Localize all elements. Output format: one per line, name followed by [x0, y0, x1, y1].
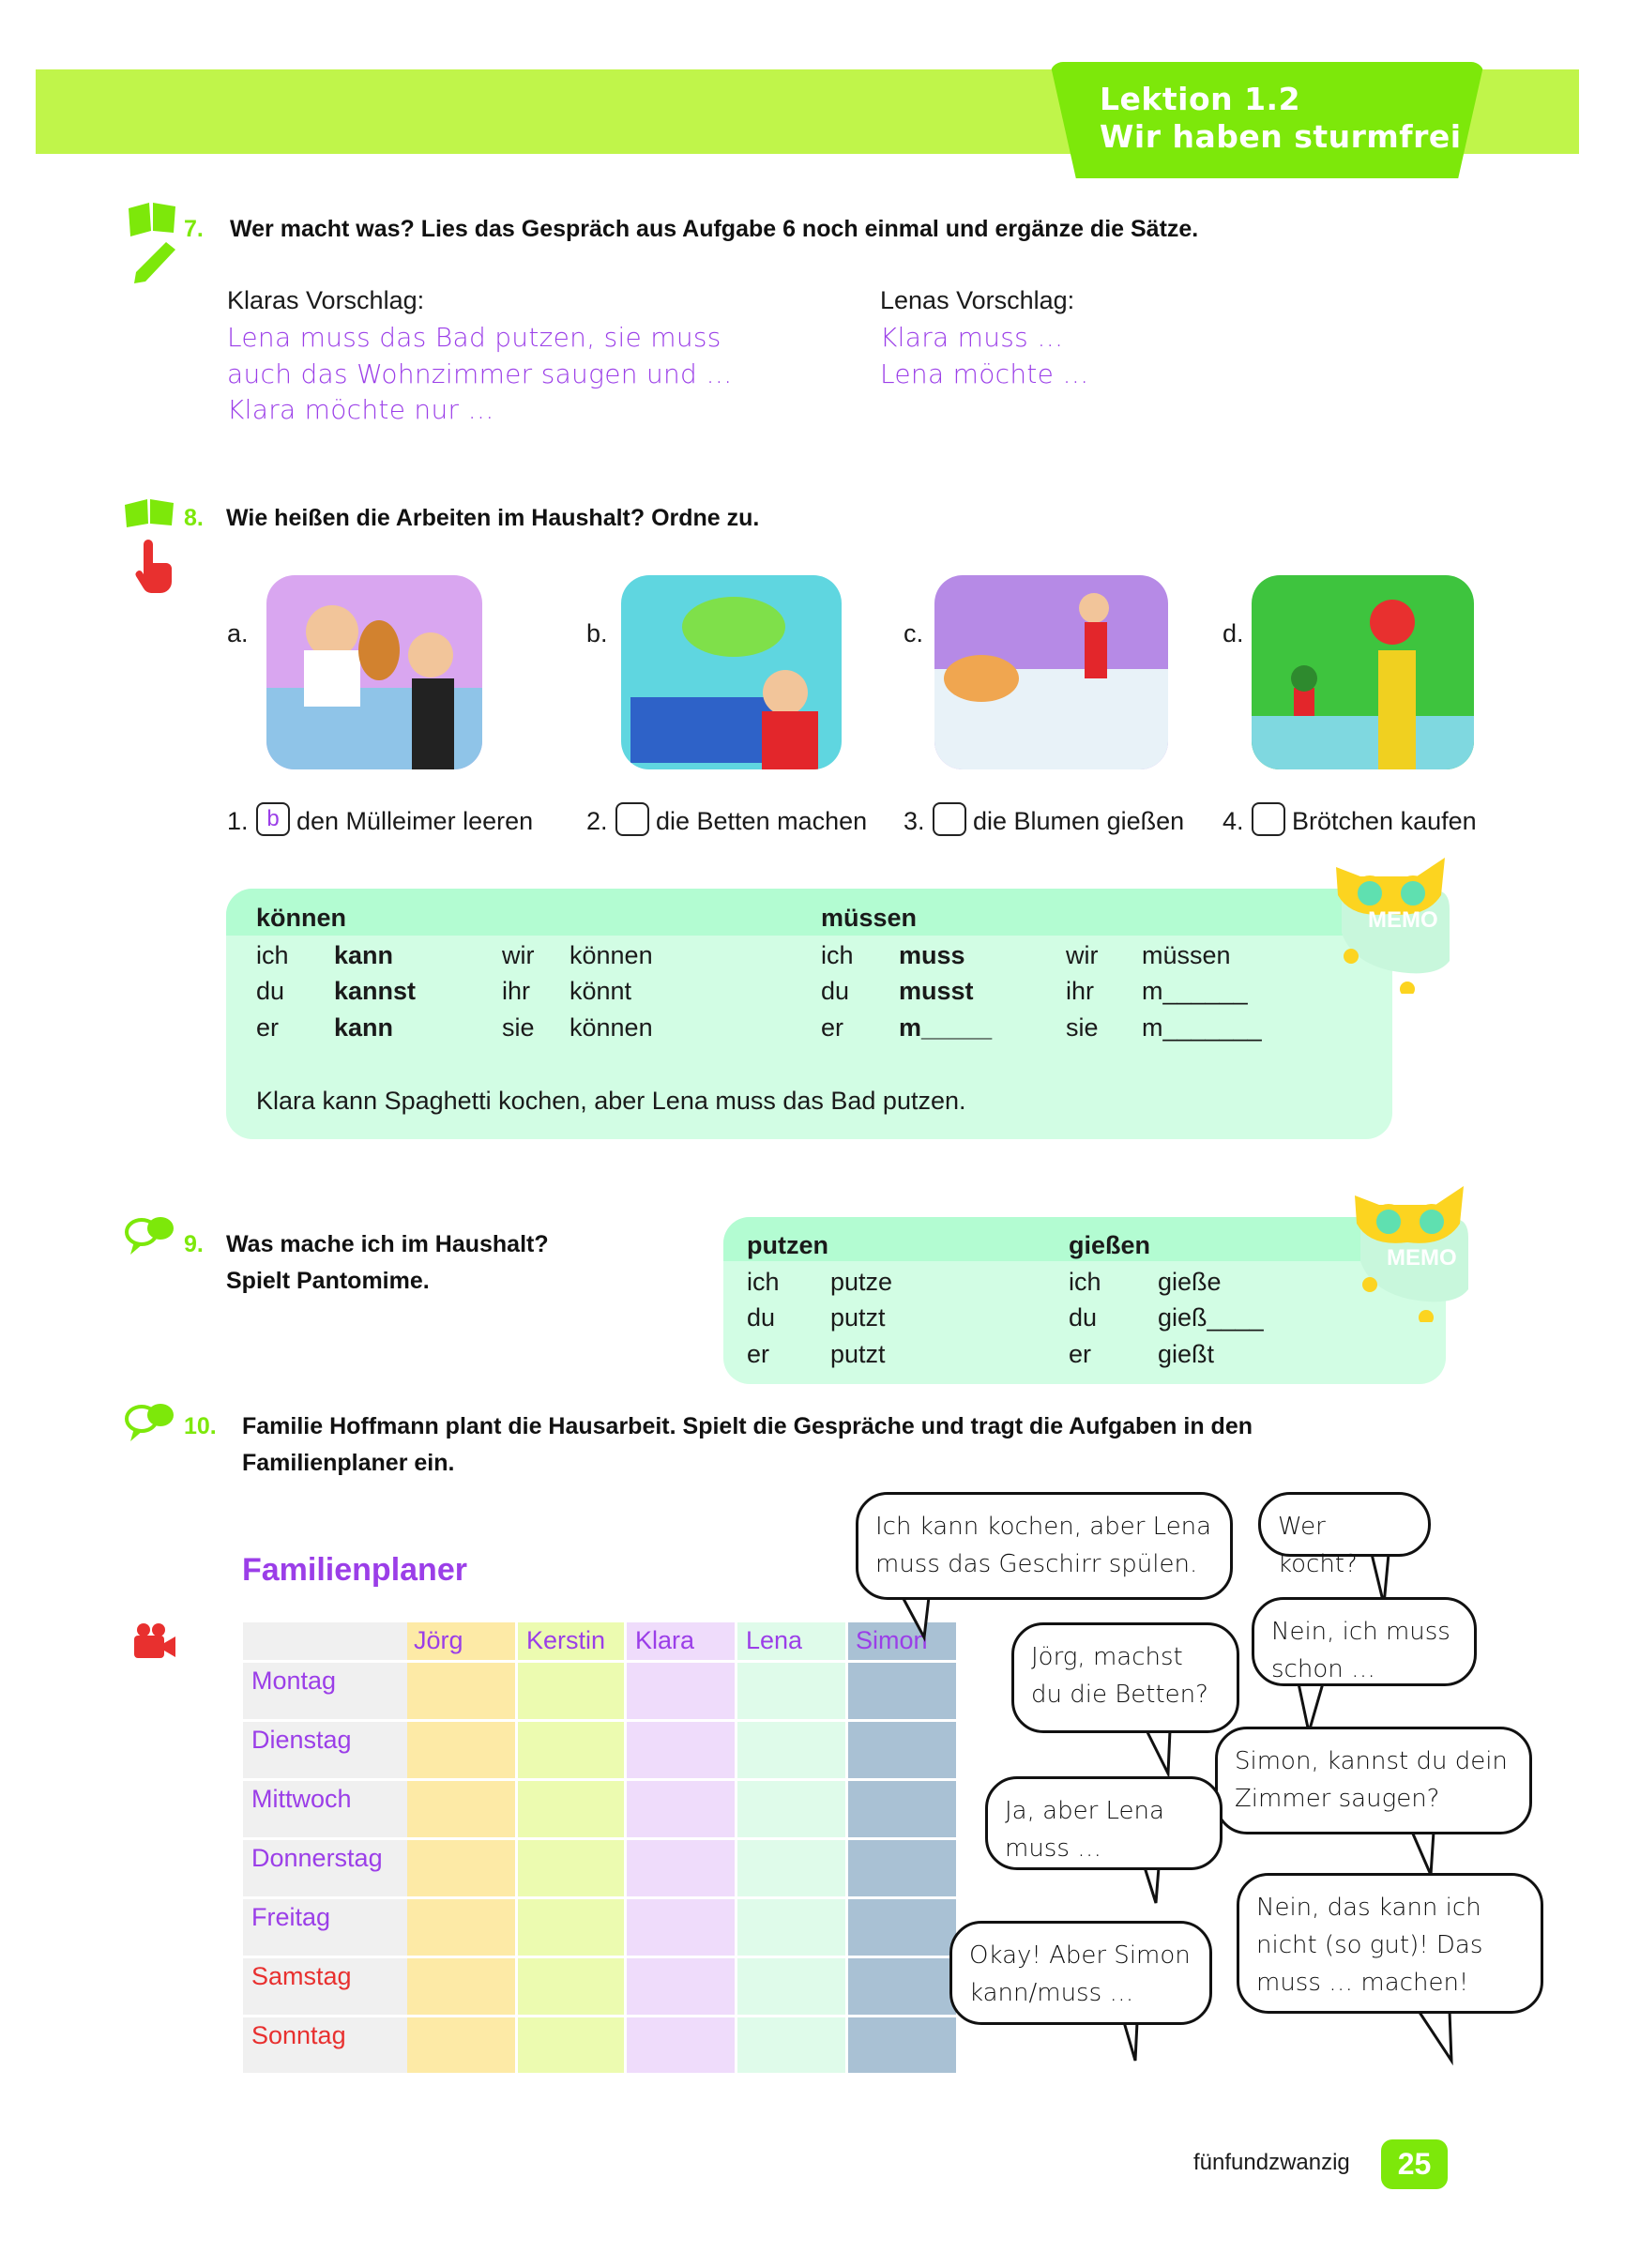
verb-blank[interactable]: gieß____ — [1158, 1303, 1264, 1332]
task-8-number: 8. — [184, 505, 204, 531]
row-sonntag: Sonntag — [251, 2021, 346, 2049]
pronoun: er — [1069, 1340, 1092, 1368]
speech-bubble-1 — [856, 1492, 1233, 1600]
bubble-line: muss das Geschirr spülen. — [875, 1550, 1198, 1578]
pronoun: du — [256, 977, 285, 1005]
task-7-instruction: Wer macht was? Lies das Gespräch aus Aufgabe 6 noch einmal und ergänze die Sätze. — [230, 216, 1199, 242]
pronoun: er — [256, 1013, 280, 1042]
item-2-text: die Betten machen — [656, 807, 868, 835]
pronoun: ihr — [502, 977, 531, 1005]
task-9-instruction-1: Was mache ich im Haushalt? — [226, 1231, 549, 1257]
speech-bubble-3 — [1252, 1597, 1477, 1686]
column-header-lena: Lena — [746, 1626, 803, 1654]
row-mittwoch: Mittwoch — [251, 1785, 352, 1813]
speech-bubble-5 — [1215, 1727, 1532, 1834]
task-8-instruction: Wie heißen die Arbeiten im Haushalt? Ordne zu. — [226, 505, 760, 531]
task-10-number: 10. — [184, 1413, 217, 1439]
item-3-text: die Blumen gießen — [973, 807, 1185, 835]
verb-form: können — [570, 1013, 653, 1042]
bubble-line: Nein, das kann ich — [1256, 1894, 1481, 1922]
item-2-number: 2. — [586, 807, 608, 835]
memo-badge: MEMO — [1368, 907, 1438, 933]
pronoun: du — [821, 977, 850, 1005]
item-4-number: 4. — [1223, 807, 1244, 835]
bubble-line: Simon, kannst du dein — [1235, 1747, 1508, 1775]
muessen-title: müssen — [821, 904, 918, 932]
verb-form: gieße — [1158, 1268, 1222, 1296]
page-number-badge: 25 — [1381, 2139, 1448, 2189]
bubble-line: muss … — [1005, 1834, 1102, 1863]
pronoun: ich — [821, 941, 854, 969]
verb-blank[interactable]: m_____ — [899, 1013, 993, 1042]
item-1-text: den Mülleimer leeren — [296, 807, 534, 835]
speech-bubble-7 — [949, 1921, 1212, 2025]
row-dienstag: Dienstag — [251, 1726, 352, 1754]
task-10-instruction-2: Familienplaner ein. — [242, 1450, 455, 1476]
bubble-line: Ich kann kochen, aber Lena — [875, 1513, 1212, 1541]
pronoun: sie — [1066, 1013, 1099, 1042]
bubble-line: Nein, ich muss — [1271, 1618, 1450, 1646]
column-header-kerstin: Kerstin — [526, 1626, 606, 1654]
klara-label: Klaras Vorschlag: — [227, 286, 425, 314]
verb-form: kannst — [334, 977, 417, 1005]
bubble-line: du die Betten? — [1031, 1681, 1208, 1709]
pronoun: wir — [1066, 941, 1099, 969]
item-4-text: Brötchen kaufen — [1292, 807, 1477, 835]
picture-label-b: b. — [586, 619, 608, 647]
lesson-number: Lektion 1.2 — [1100, 81, 1301, 117]
pronoun: ich — [1069, 1268, 1101, 1296]
task-10-instruction-1: Familie Hoffmann plant die Hausarbeit. Spielt die Gespräche und tragt die Aufgaben in den — [242, 1413, 1253, 1439]
speech-bubble-8 — [1237, 1873, 1543, 2014]
row-samstag: Samstag — [251, 1962, 352, 1990]
verb-blank[interactable]: m______ — [1142, 977, 1248, 1005]
picture-label-d: d. — [1223, 619, 1244, 647]
pronoun: er — [821, 1013, 844, 1042]
row-freitag: Freitag — [251, 1903, 331, 1931]
bubble-line: Jörg, machst — [1031, 1643, 1183, 1671]
verb-form: putzt — [830, 1340, 886, 1368]
memo-example-sentence: Klara kann Spaghetti kochen, aber Lena muss das Bad putzen. — [256, 1087, 966, 1115]
row-donnerstag: Donnerstag — [251, 1844, 383, 1872]
bubble-line: schon … — [1271, 1655, 1375, 1683]
planner-title: Familienplaner — [242, 1552, 467, 1588]
verb-form: müssen — [1142, 941, 1231, 969]
picture-label-a: a. — [227, 619, 249, 647]
verb-form: putze — [830, 1268, 893, 1296]
pronoun: du — [1069, 1303, 1098, 1332]
item-3-number: 3. — [904, 807, 925, 835]
speech-bubble-2 — [1258, 1492, 1431, 1578]
item-1-number: 1. — [227, 807, 249, 835]
bubble-line: Zimmer saugen? — [1235, 1785, 1440, 1813]
speech-bubble-6 — [985, 1776, 1223, 1870]
speech-bubble-4 — [1011, 1622, 1239, 1733]
verb-form: kann — [334, 1013, 394, 1042]
task-9-number: 9. — [184, 1231, 204, 1257]
bubble-line: Okay! Aber Simon — [969, 1941, 1191, 1970]
memo-badge: MEMO — [1387, 1245, 1457, 1271]
column-header-simon: Simon — [856, 1626, 928, 1654]
column-header-klara: Klara — [635, 1626, 695, 1654]
pronoun: ich — [256, 941, 289, 969]
bubble-line: Wer kocht? — [1278, 1513, 1358, 1578]
klara-line-3: Klara möchte nur … — [227, 394, 494, 425]
pronoun: er — [747, 1340, 770, 1368]
task-9-instruction-2: Spielt Pantomime. — [226, 1268, 430, 1294]
lena-line-2: Lena möchte … — [880, 358, 1089, 389]
column-header-joerg: Jörg — [414, 1626, 463, 1654]
verb-form: gießt — [1158, 1340, 1215, 1368]
bubble-line: muss … machen! — [1256, 1969, 1469, 1997]
putzen-title: putzen — [747, 1231, 828, 1259]
bubble-line: kann/muss … — [969, 1979, 1134, 2007]
lena-label: Lenas Vorschlag: — [880, 286, 1075, 314]
verb-form: können — [570, 941, 653, 969]
item-1-answer-box[interactable]: b — [256, 802, 290, 836]
klara-line-2: auch das Wohnzimmer saugen und … — [227, 358, 733, 389]
klara-line-1: Lena muss das Bad putzen, sie muss — [227, 322, 721, 353]
picture-label-c: c. — [904, 619, 924, 647]
koennen-title: können — [256, 904, 347, 932]
verb-form: musst — [899, 977, 974, 1005]
pronoun: ich — [747, 1268, 780, 1296]
verb-form: muss — [899, 941, 965, 969]
row-montag: Montag — [251, 1667, 337, 1695]
task-7-number: 7. — [184, 216, 204, 242]
page-number-word: fünfundzwanzig — [1193, 2150, 1350, 2175]
verb-form: kann — [334, 941, 394, 969]
verb-form: könnt — [570, 977, 632, 1005]
pronoun: ihr — [1066, 977, 1095, 1005]
bubble-line: Ja, aber Lena — [1005, 1797, 1164, 1825]
bubble-line: nicht (so gut)! Das — [1256, 1931, 1483, 1959]
lena-line-1: Klara muss … — [880, 322, 1064, 353]
verb-form: putzt — [830, 1303, 886, 1332]
lesson-title: Wir haben sturmfrei — [1100, 118, 1462, 155]
pronoun: sie — [502, 1013, 535, 1042]
pronoun: wir — [502, 941, 535, 969]
pronoun: du — [747, 1303, 776, 1332]
verb-blank[interactable]: m_______ — [1142, 1013, 1262, 1042]
giessen-title: gießen — [1069, 1231, 1151, 1259]
